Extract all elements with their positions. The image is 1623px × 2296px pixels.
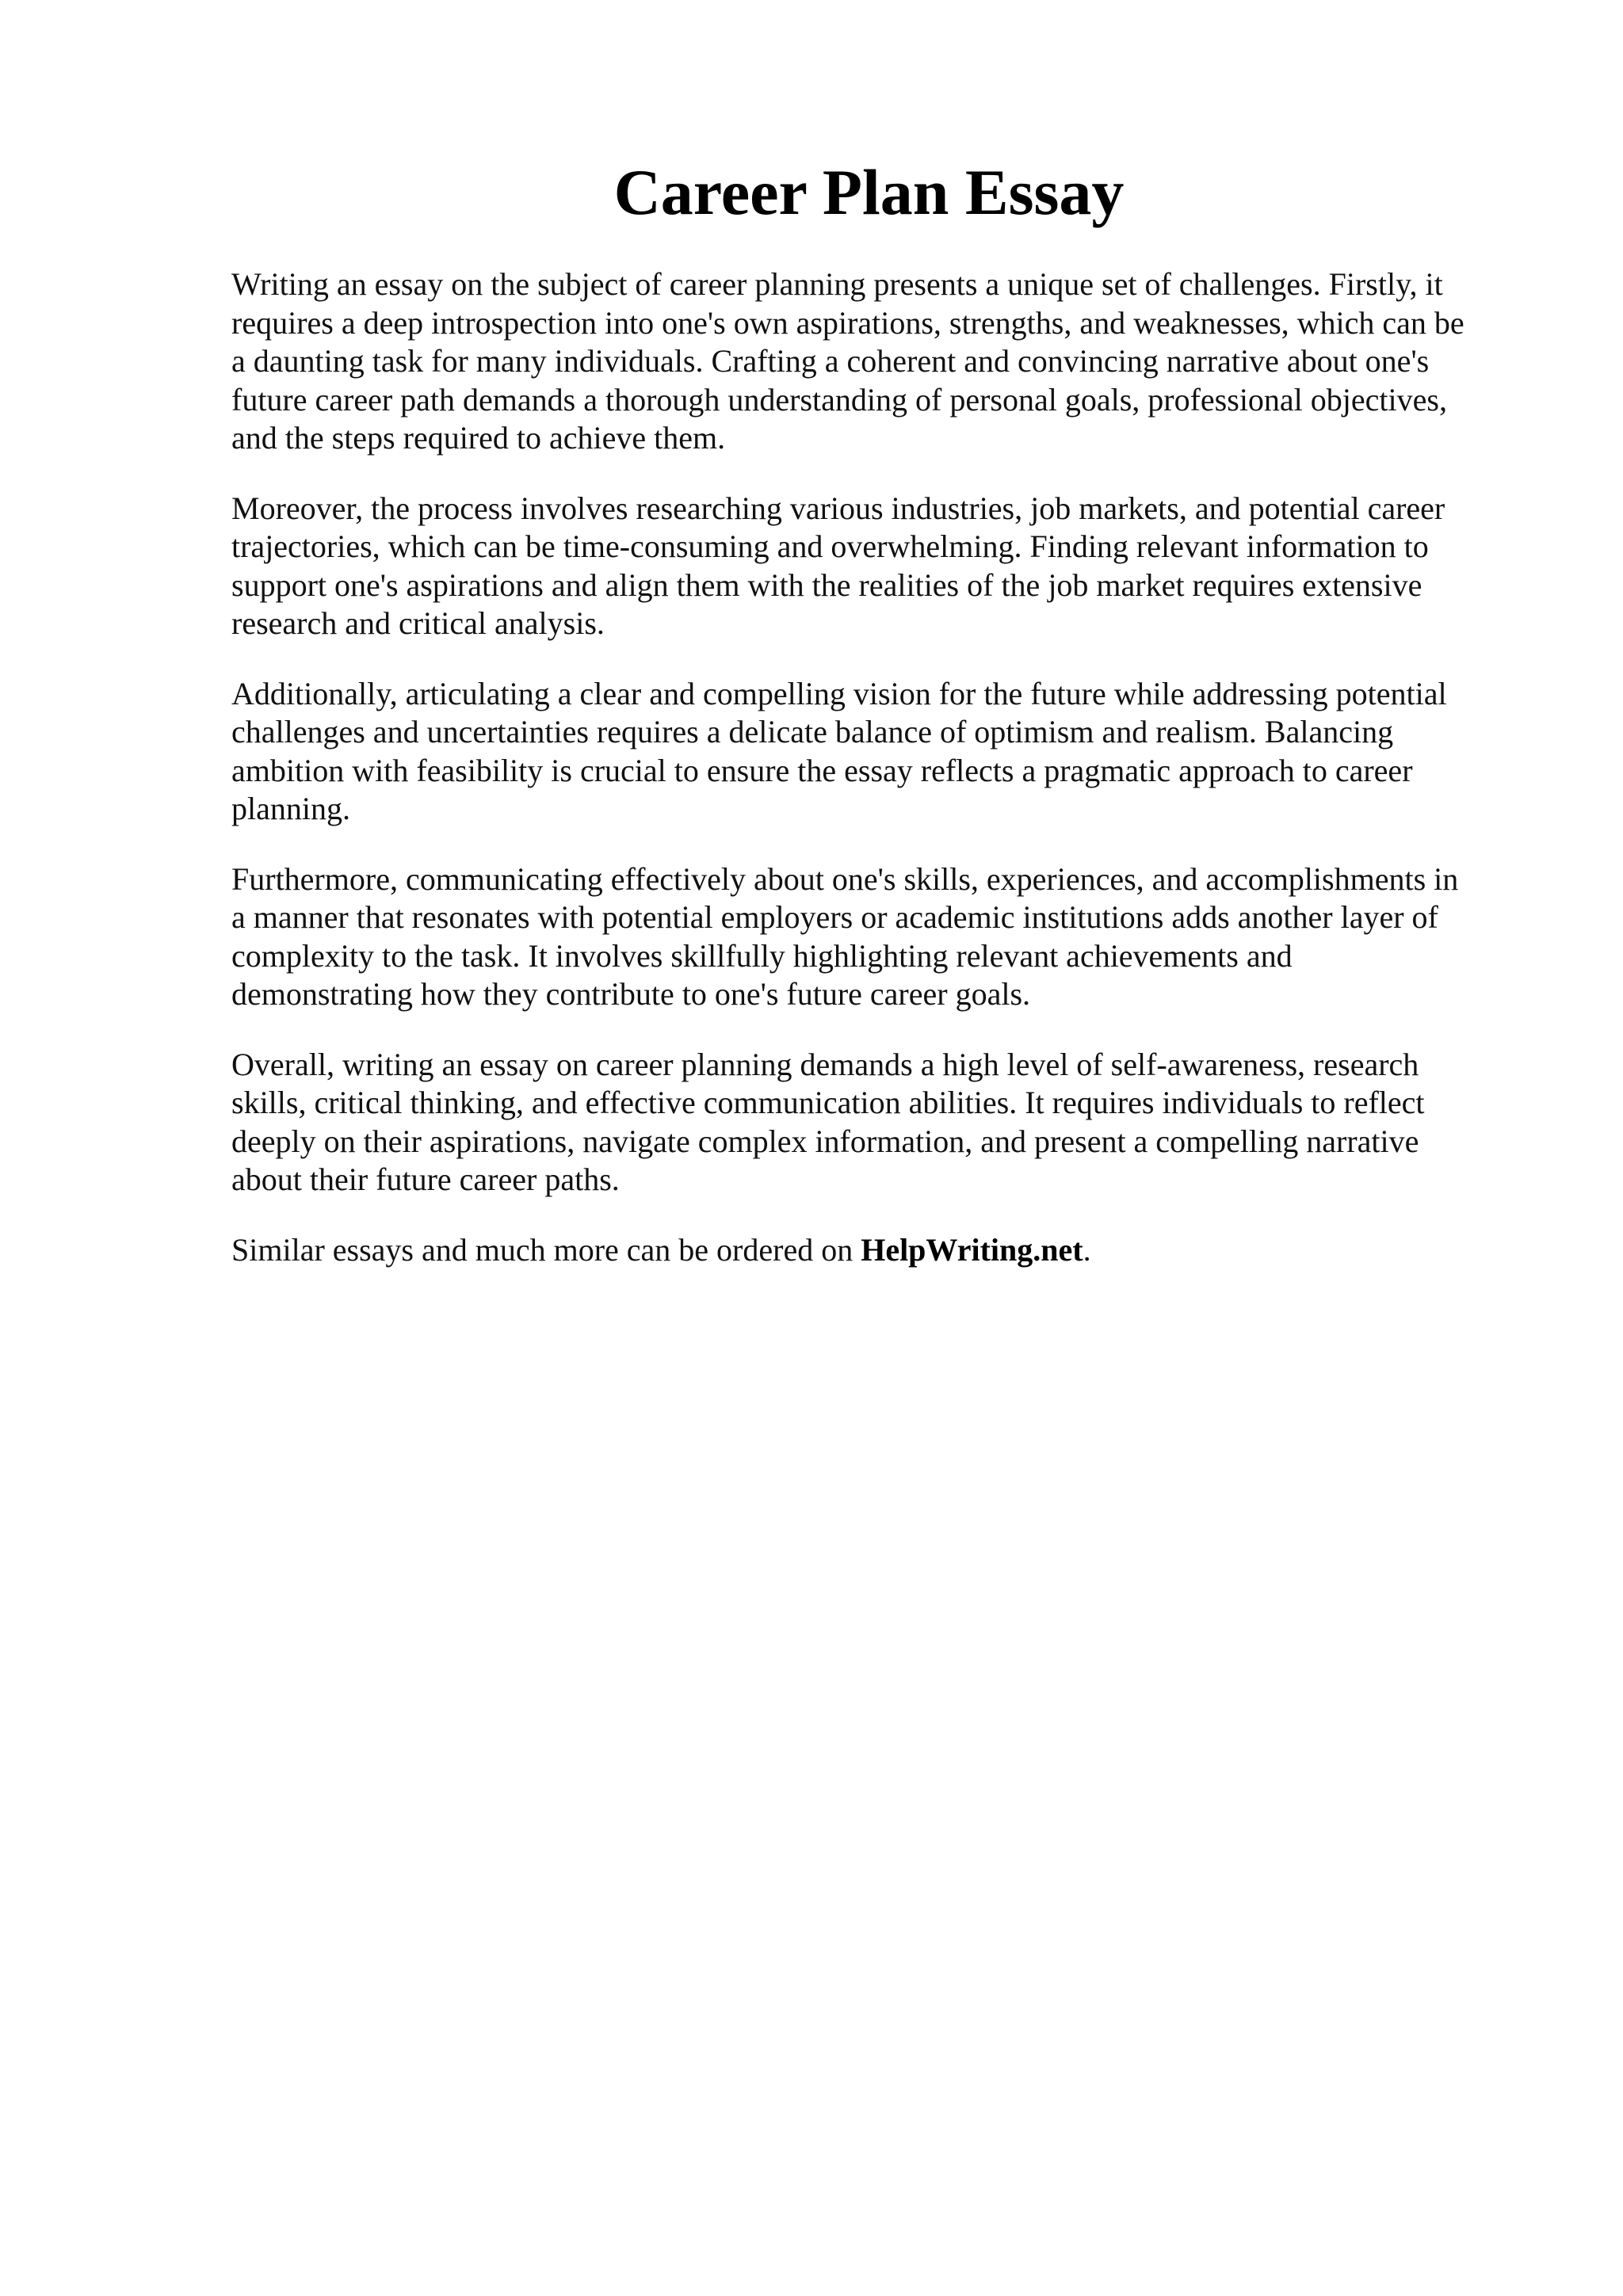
paragraph-4 <box>231 860 1531 1014</box>
paragraph-line: about their future career paths. <box>231 1161 620 1197</box>
paragraph-line: demonstrating how they contribute to one's future career goals. <box>231 976 1031 1012</box>
paragraph-line: ambition with feasibility is crucial to ensure the essay reflects a pragmatic approach to career <box>231 752 1413 788</box>
paragraph-line: complexity to the task. It involves skillfully highlighting relevant achievements and <box>231 937 1293 974</box>
paragraph-line: research and critical analysis. <box>231 605 605 641</box>
paragraph-line: skills, critical thinking, and effective communication abilities. It requires individuals to reflect <box>231 1085 1425 1120</box>
paragraph-line: challenges and uncertainties requires a delicate balance of optimism and realism. Balancing <box>231 714 1394 749</box>
paragraph-1 <box>231 265 1531 458</box>
essay-title: Career Plan Essay <box>613 156 1125 228</box>
closing-period: . <box>1083 1231 1091 1268</box>
closing-text: Similar essays and much more can be ordered on <box>231 1231 854 1268</box>
helpwriting-link[interactable]: HelpWriting.net <box>861 1231 1083 1268</box>
paragraph-line: support one's aspirations and align them with the realities of the job market requires extensive <box>231 566 1423 603</box>
paragraph-line: Furthermore, communicating effectively about one's skills, experiences, and accomplishments in <box>231 860 1459 897</box>
paragraph-line: a daunting task for many individuals. Crafting a coherent and convincing narrative about one's <box>231 343 1430 379</box>
closing-line <box>231 1231 1531 1270</box>
paragraph-line: and the steps required to achieve them. <box>231 420 726 456</box>
paragraph-line: a manner that resonates with potential employers or academic institutions adds another layer of <box>231 899 1438 935</box>
paragraph-line: planning. <box>231 791 350 826</box>
paragraph-line: future career path demands a thorough understanding of personal goals, professional objectives, <box>231 381 1447 418</box>
paragraph-line: Moreover, the process involves researching various industries, job markets, and potential career <box>231 490 1445 526</box>
paragraph-line: deeply on their aspirations, navigate complex information, and present a compelling narrative <box>231 1123 1419 1159</box>
paragraph-line: Additionally, articulating a clear and compelling vision for the future while addressing potential <box>231 675 1447 711</box>
paragraph-line: trajectories, which can be time-consuming and overwhelming. Finding relevant information to <box>231 528 1429 564</box>
paragraph-2 <box>231 490 1531 643</box>
paragraph-line: Overall, writing an essay on career planning demands a high level of self-awareness, research <box>231 1046 1419 1082</box>
paragraph-line: Writing an essay on the subject of career planning presents a unique set of challenges. Firstly, it <box>231 266 1443 302</box>
paragraph-line: requires a deep introspection into one's own aspirations, strengths, and weaknesses, which can be <box>231 304 1465 341</box>
paragraph-5 <box>231 1046 1531 1199</box>
paragraph-3 <box>231 675 1531 829</box>
essay-body <box>231 265 1531 1269</box>
